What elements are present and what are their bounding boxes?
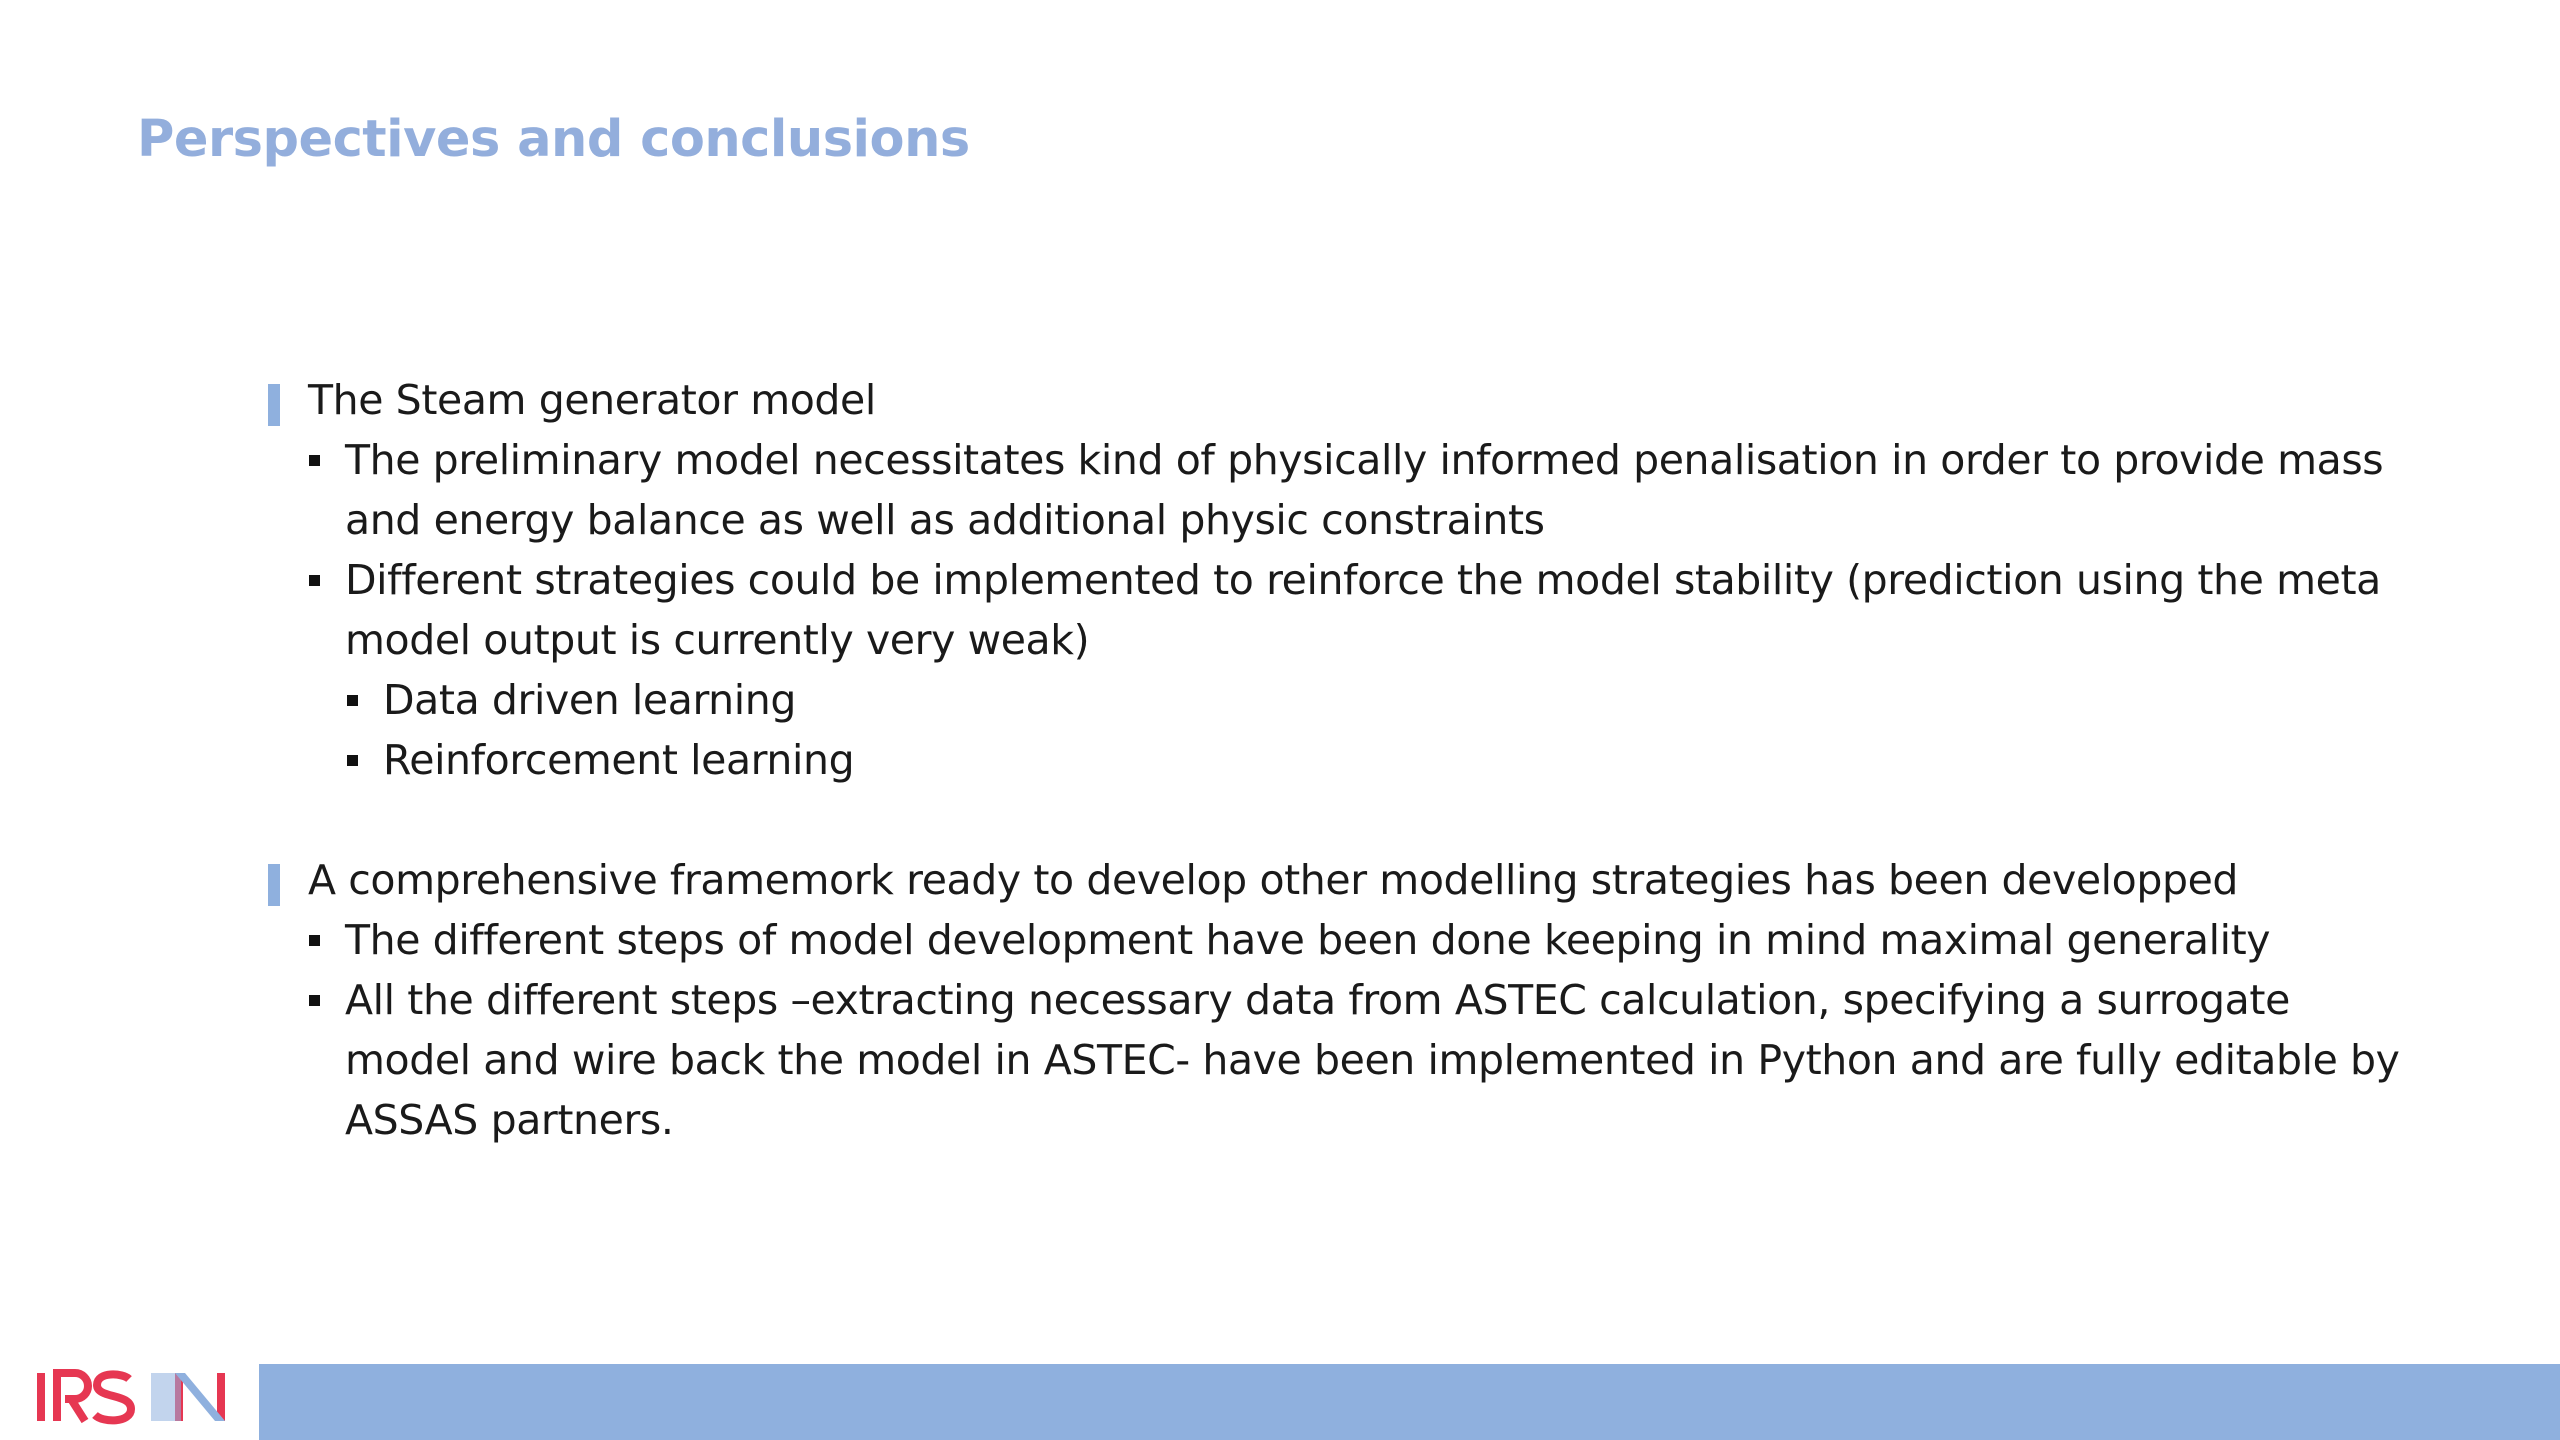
slide-title: Perspectives and conclusions xyxy=(137,110,970,169)
slide-body xyxy=(268,370,2418,1150)
footer-bar xyxy=(259,1364,2560,1440)
bullet-item xyxy=(345,910,2418,970)
section-heading xyxy=(268,370,2418,430)
sub-bullet-item xyxy=(383,670,2418,730)
sub-bullet-item xyxy=(383,730,2418,790)
bullet-bar-icon xyxy=(268,384,280,426)
bullet-item xyxy=(345,970,2418,1150)
section-heading xyxy=(268,850,2418,910)
sub-bullet-text: Reinforcement learning xyxy=(383,736,855,784)
bullet-item xyxy=(345,550,2418,670)
spacer xyxy=(268,790,2418,850)
section-heading-text: A comprehensive framemork ready to develop other modelling strategies has been developped xyxy=(308,856,2239,904)
square-bullet-icon xyxy=(347,695,358,706)
square-bullet-icon xyxy=(309,935,320,946)
square-bullet-icon xyxy=(309,575,320,586)
section-heading-text: The Steam generator model xyxy=(308,376,876,424)
bullet-text: All the different steps –extracting necessary data from ASTEC calculation, specifying a surrogate model and wire back the model in ASTEC- have been implemented in Python and are fully editable by ASSAS partners. xyxy=(345,976,2400,1144)
irsn-logo xyxy=(33,1365,233,1429)
square-bullet-icon xyxy=(309,455,320,466)
square-bullet-icon xyxy=(347,755,358,766)
bullet-text: The preliminary model necessitates kind of physically informed penalisation in order to provide mass and energy balance as well as additional physic constraints xyxy=(345,436,2384,544)
bullet-bar-icon xyxy=(268,864,280,906)
bullet-text: Different strategies could be implemented to reinforce the model stability (prediction using the meta model output is currently very weak) xyxy=(345,556,2381,664)
bullet-item xyxy=(345,430,2418,550)
square-bullet-icon xyxy=(309,995,320,1006)
bullet-text: The different steps of model development have been done keeping in mind maximal generality xyxy=(345,916,2271,964)
sub-bullet-text: Data driven learning xyxy=(383,676,796,724)
irsn-logo-icon xyxy=(33,1365,233,1429)
